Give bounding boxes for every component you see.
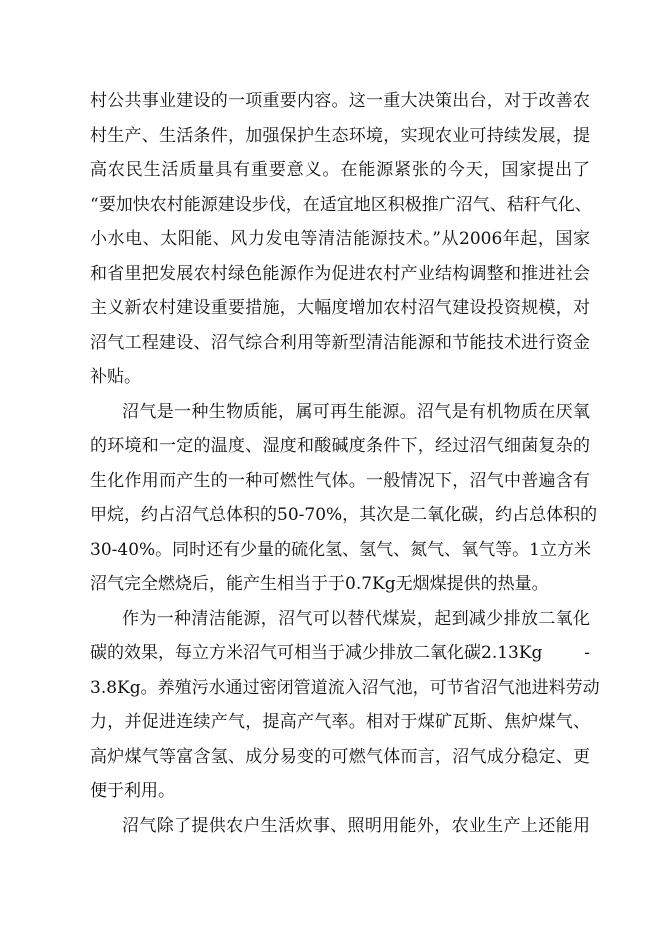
text-line-main: 碳的效果，每立方米沼气可相当于减少排放二氧化碳2.13Kg <box>90 643 543 663</box>
text-line: 沼气完全燃烧后，能产生相当于于0.7Kg无烟煤提供的热量。 <box>90 574 549 594</box>
text-line-dash: - <box>584 643 590 663</box>
text-line: 高炉煤气等富含氢、成分易变的可燃气体而言，沼气成分稳定、更 <box>90 746 590 767</box>
text-line: 3.8Kg。养殖污水通过密闭管道流入沼气池，可节省沼气池进料劳动 <box>90 677 600 698</box>
text-line: 的环境和一定的温度、湿度和酸碱度条件下，经过沼气细菌复杂的 <box>90 436 590 456</box>
body-text <box>90 84 600 843</box>
text-line: “要加快农村能源建设步伐，在适宜地区积极推广沼气、秸秆气化、 <box>90 194 592 215</box>
text-line: 补贴。 <box>90 367 141 387</box>
text-line <box>90 636 590 671</box>
text-line: 村公共事业建设的一项重要内容。这一重大决策出台，对于改善农 <box>90 91 590 111</box>
text-line: 和省里把发展农村绿色能源作为促进农村产业结构调整和推进社会 <box>90 263 590 284</box>
paragraph-first-line: 作为一种清洁能源，沼气可以替代煤炭，起到减少排放二氧化 <box>122 608 590 629</box>
text-line: 村生产、生活条件，加强保护生态环境，实现农业可持续发展，提 <box>90 125 590 146</box>
text-line: 甲烷，约占沼气总体积的50-70%，其次是二氧化碳，约占总体积的 <box>90 505 598 525</box>
text-line: 生化作用而产生的一种可燃性气体。一般情况下，沼气中普遍含有 <box>90 470 590 491</box>
text-line: 30-40%。同时还有少量的硫化氢、氢气、氮气、氧气等。1立方米 <box>90 539 591 560</box>
text-line: 高农民生活质量具有重要意义。在能源紧张的今天，国家提出了 <box>90 160 590 180</box>
text-line: 沼气工程建设、沼气综合利用等新型清洁能源和节能技术进行资金 <box>90 332 590 353</box>
text-line: 小水电、太阳能、风力发电等清洁能源技术。”从2006年起，国家 <box>90 229 590 249</box>
text-line: 力，并促进连续产气，提高产气率。相对于煤矿瓦斯、焦炉煤气、 <box>90 712 590 732</box>
paragraph-first-line: 沼气除了提供农户生活炊事、照明用能外，农业生产上还能用 <box>122 815 590 836</box>
text-line: 主义新农村建设重要措施，大幅度增加农村沼气建设投资规模，对 <box>90 298 590 318</box>
text-line: 便于利用。 <box>90 781 175 801</box>
paragraph-first-line: 沼气是一种生物质能，属可再生能源。沼气是有机物质在厌氧 <box>122 401 590 422</box>
